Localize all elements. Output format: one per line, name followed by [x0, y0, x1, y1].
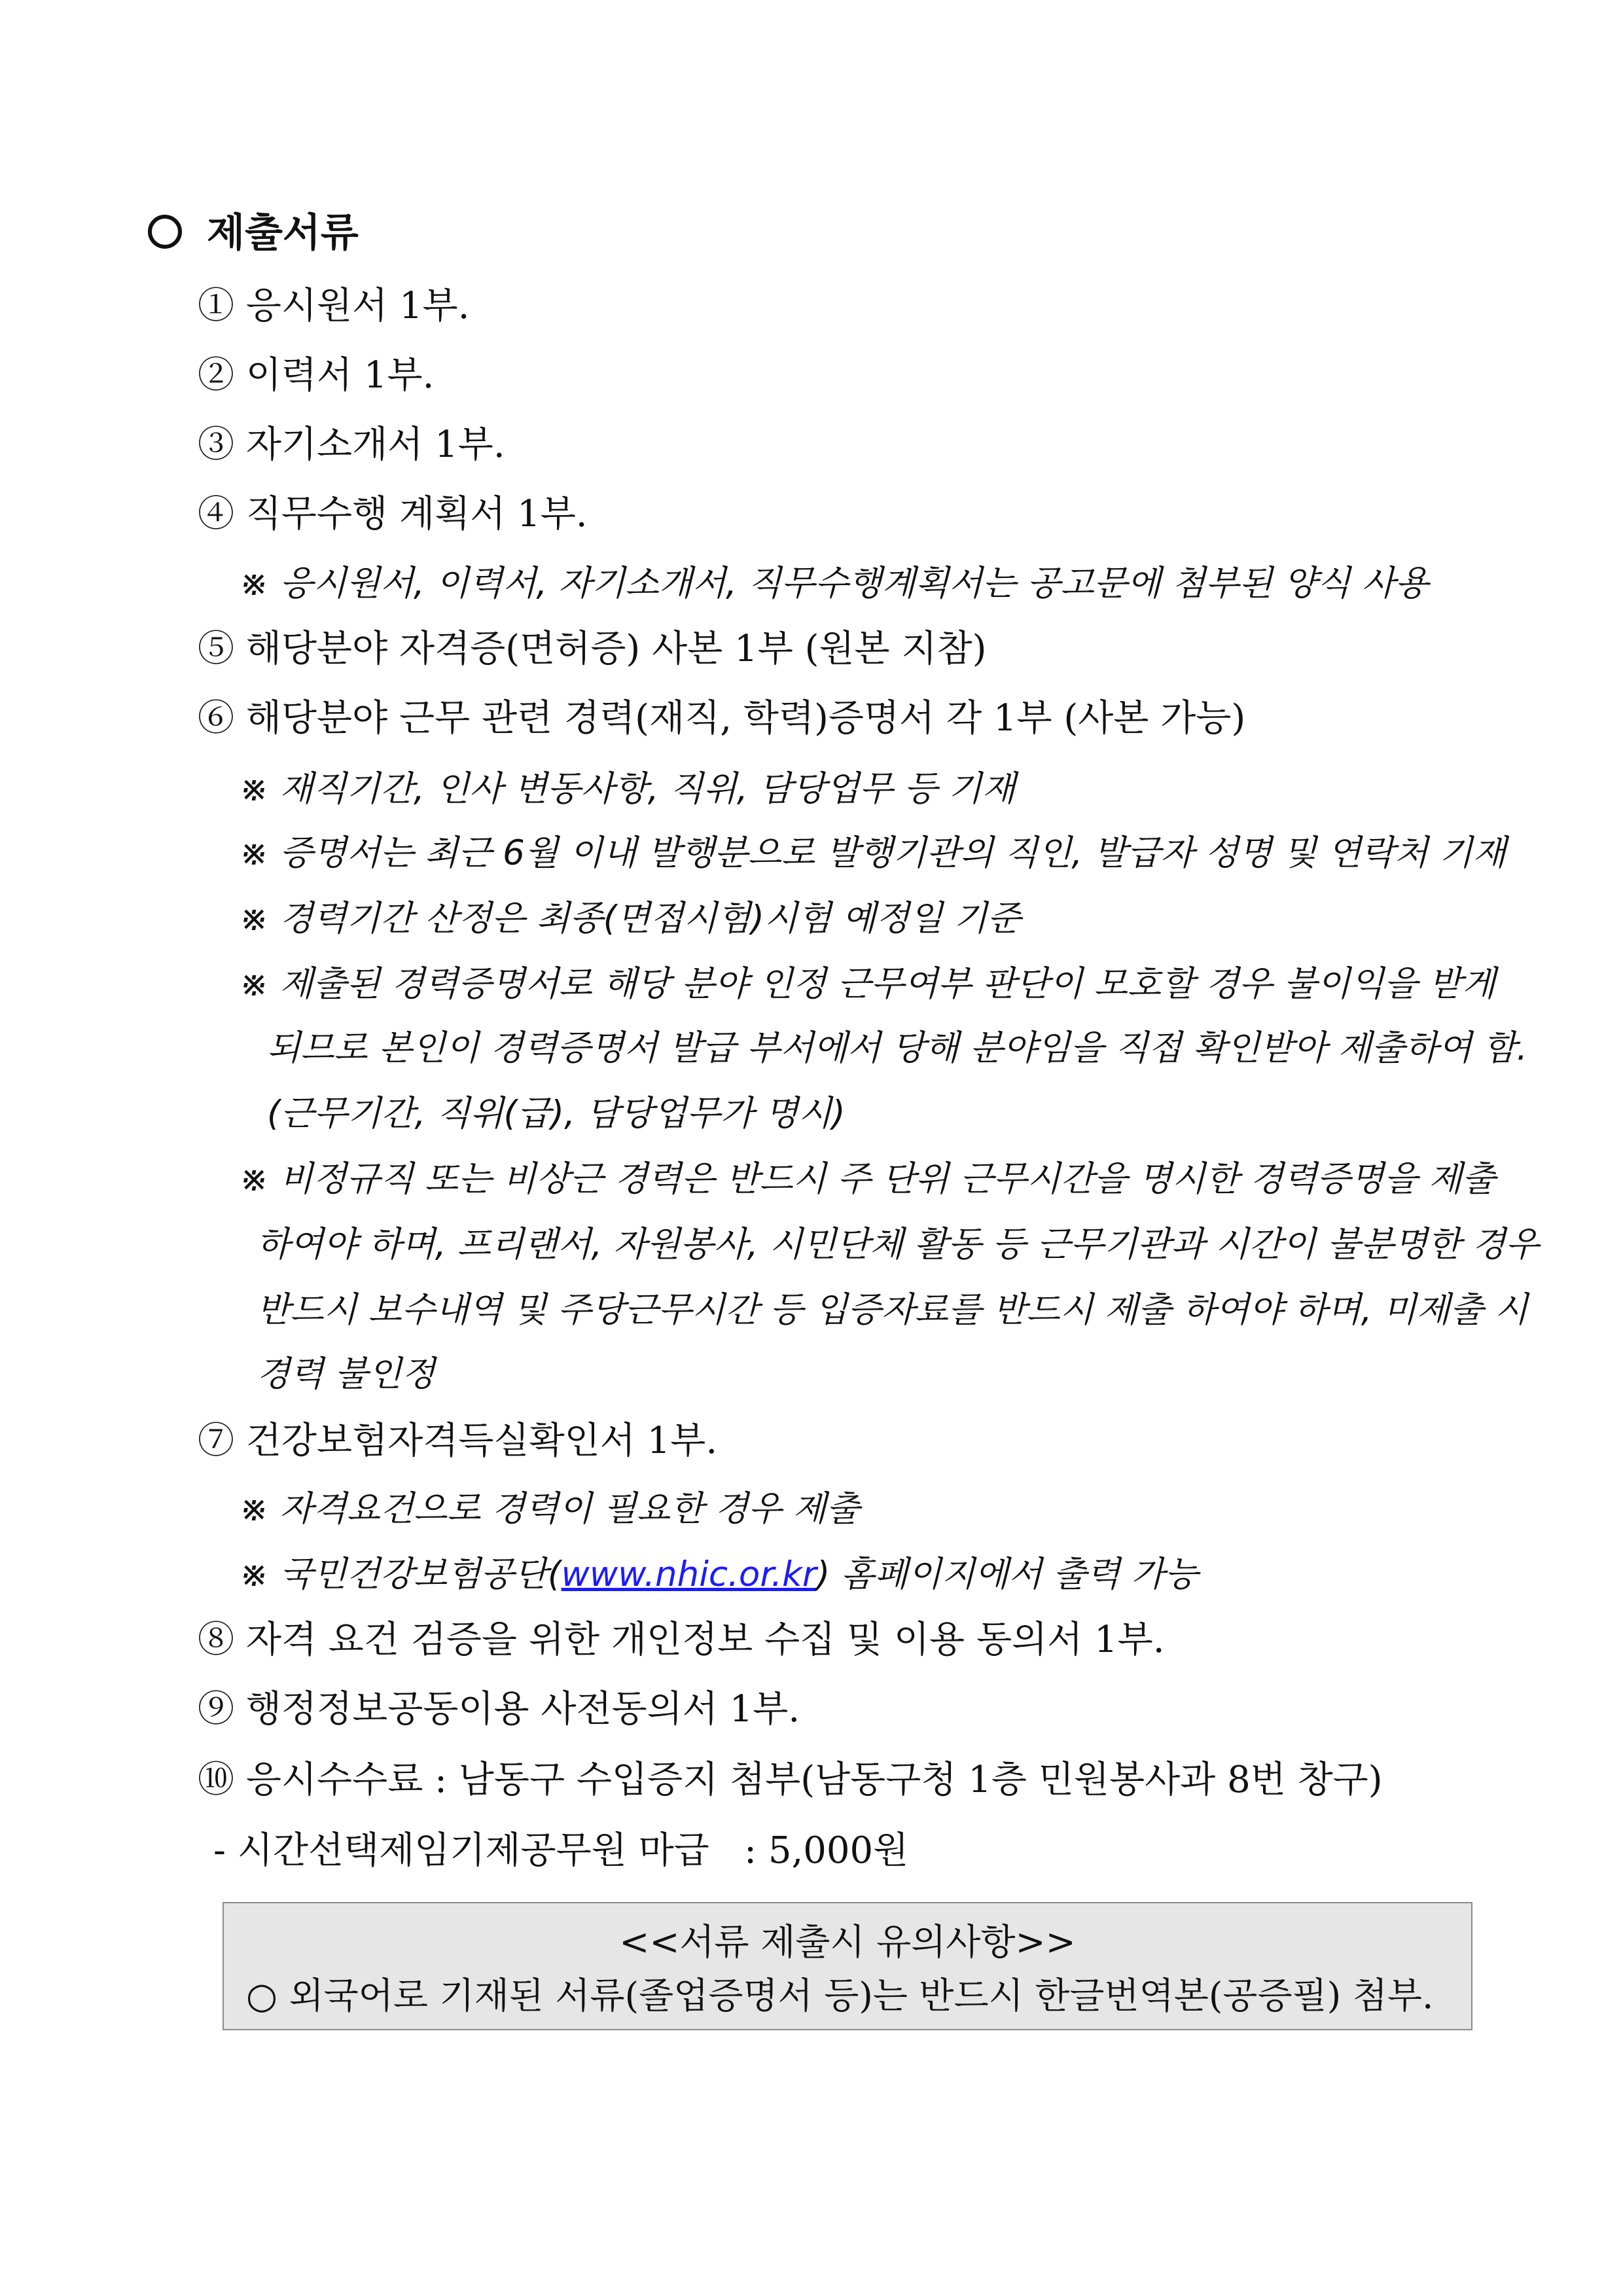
item-number: ⑤: [198, 628, 234, 670]
caution-box: [223, 1902, 1472, 2030]
note-career-2: ※ 증명서는 최근 6월 이내 발행분으로 발행기관의 직인, 발급자 성명 및 연락처 기재: [240, 833, 1507, 873]
list-item: [198, 1418, 717, 1465]
item-text: 건강보험자격득실확인서 1부.: [245, 1420, 718, 1462]
note-health-2-prefix: ※ 국민건강보험공단(: [240, 1554, 562, 1594]
list-item: [198, 1617, 1165, 1664]
item-text: 행정정보공동이용 사전동의서 1부.: [245, 1688, 800, 1731]
item-number: ⑦: [198, 1420, 234, 1462]
circle-bullet-icon: [148, 215, 182, 249]
list-item: [198, 1757, 1383, 1804]
list-item: [198, 352, 434, 399]
list-item: [198, 1686, 800, 1733]
item-number: ⑧: [198, 1619, 234, 1661]
item-number: ④: [198, 493, 234, 535]
note-career-4-line3: (근무기간, 직위(급), 담당업무가 명시): [267, 1094, 846, 1134]
item-text: 해당분야 근무 관련 경력(재직, 학력)증명서 각 1부 (사본 가능): [245, 697, 1246, 740]
note-health-2-suffix: ) 홈페이지에서 출력 가능: [816, 1554, 1198, 1594]
item-text: 자기소개서 1부.: [245, 423, 505, 466]
fee-line: - 시간선택제임기제공무원 마급 : 5,000원: [213, 1829, 909, 1872]
note-career-5-line3: 반드시 보수내역 및 주당근무시간 등 입증자료를 반드시 제출 하여야 하며, 미제출 시: [257, 1290, 1528, 1330]
note-health-2: [240, 1551, 1198, 1598]
note-career-5-line4: 경력 불인정: [257, 1354, 435, 1394]
note-career-5-line2: 하여야 하며, 프리랜서, 자원봉사, 시민단체 활동 등 근무기관과 시간이 불분명한 경우: [257, 1225, 1539, 1265]
note-forms: ※ 응시원서, 이력서, 자기소개서, 직무수행계획서는 공고문에 첨부된 양식 사용: [240, 564, 1429, 603]
item-text: 이력서 1부.: [245, 354, 435, 397]
caution-box-item: ○ 외국어로 기재된 서류(졸업증명서 등)는 반드시 한글번역본(공증필) 첨부.: [246, 1975, 1434, 2017]
section-title: 제출서류: [207, 210, 359, 256]
item-number: ③: [198, 423, 234, 466]
item-text: 자격 요건 검증을 위한 개인정보 수집 및 이용 동의서 1부.: [245, 1619, 1165, 1661]
item-text: 응시원서 1부.: [245, 285, 470, 327]
item-number: ⑨: [198, 1688, 234, 1731]
item-text: 응시수수료 : 남동구 수입증지 첨부(남동구청 1층 민원봉사과 8번 창구): [245, 1759, 1383, 1801]
item-text: 직무수행 계획서 1부.: [245, 493, 588, 535]
item-number: ⑩: [198, 1759, 234, 1801]
note-career-4-line2: 되므로 본인이 경력증명서 발급 부서에서 당해 분야임을 직접 확인받아 제출하여 함.: [267, 1028, 1528, 1068]
list-item: [198, 491, 588, 538]
note-career-5-line1: ※ 비정규직 또는 비상근 경력은 반드시 주 단위 근무시간을 명시한 경력증명을 제출: [240, 1159, 1496, 1199]
note-career-1: ※ 재직기간, 인사 변동사항, 직위, 담당업무 등 기재: [240, 769, 1016, 809]
item-text: 해당분야 자격증(면허증) 사본 1부 (원본 지참): [245, 628, 987, 670]
note-career-3: ※ 경력기간 산정은 최종(면접시험)시험 예정일 기준: [240, 899, 1021, 939]
nhic-link[interactable]: www.nhic.or.kr: [561, 1554, 817, 1594]
note-health-1: ※ 자격요건으로 경력이 필요한 경우 제출: [240, 1489, 860, 1529]
item-number: ①: [198, 285, 234, 327]
item-number: ②: [198, 354, 234, 397]
section-heading: [148, 209, 359, 257]
list-item: [198, 695, 1245, 742]
list-item: [198, 422, 505, 469]
caution-box-title: <<서류 제출시 유의사항>>: [619, 1921, 1076, 1963]
note-career-4-line1: ※ 제출된 경력증명서로 해당 분야 인정 근무여부 판단이 모호할 경우 불이익을 받게: [240, 964, 1496, 1004]
list-item: [198, 626, 986, 673]
item-number: ⑥: [198, 697, 234, 740]
list-item: [198, 283, 470, 330]
